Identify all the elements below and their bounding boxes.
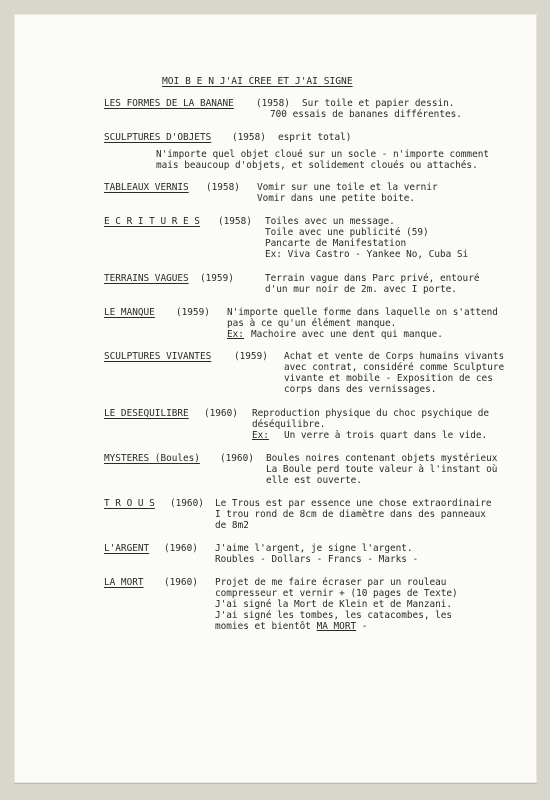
page-title: MOI B E N J'AI CREE ET J'AI SIGNE xyxy=(162,76,353,87)
entry-date: (1960) xyxy=(170,498,204,509)
entry-line-text: momies et bientôt xyxy=(215,621,311,632)
entry-line xyxy=(215,621,367,632)
entry-line: Un verre à trois quart dans le vide. xyxy=(284,430,488,441)
entry-heading: SCULPTURES VIVANTES xyxy=(104,351,212,362)
entry-line: Boules noires contenant objets mystérieux xyxy=(266,453,498,464)
entry-line: Ex: Viva Castro - Yankee No, Cuba Si xyxy=(265,249,469,260)
entry-heading: LA MORT xyxy=(104,577,144,588)
ma-mort-tail: - xyxy=(356,621,368,632)
entry-date: (1959) xyxy=(176,307,210,318)
entry-heading: MYSTERES (Boules) xyxy=(104,453,200,464)
entry-line: Reproduction physique du choc psychique de xyxy=(252,408,490,419)
entry-line: déséquilibre. xyxy=(252,419,326,430)
entry-line: I trou rond de 8cm de diamètre dans des panneaux xyxy=(215,509,486,520)
entry-date: (1960) xyxy=(204,408,238,419)
entry-line: J'aime l'argent, je signe l'argent. xyxy=(215,543,413,554)
entry-line: 700 essais de bananes différentes. xyxy=(270,109,462,120)
entry-line: vivante et mobile - Exposition de ces xyxy=(284,373,493,384)
document-sheet xyxy=(14,14,537,783)
entry-date: (1958) xyxy=(218,216,252,227)
entry-line: Sur toile et papier dessin. xyxy=(302,98,455,109)
entry-date: (1960) xyxy=(164,577,198,588)
entry-line: elle est ouverte. xyxy=(266,475,362,486)
entry-heading: LE MANQUE xyxy=(104,307,155,318)
entry-heading: TABLEAUX VERNIS xyxy=(104,182,189,193)
entry-heading: E C R I T U R E S xyxy=(104,216,200,227)
entry-line: J'ai signé la Mort de Klein et de Manzani. xyxy=(215,599,453,610)
entry-line: compresseur et vernir + (10 pages de Texte) xyxy=(215,588,458,599)
entry-line: Toiles avec un message. xyxy=(265,216,395,227)
entry-line: Vomir sur une toile et la vernir xyxy=(257,182,438,193)
entry-line: avec contrat, considéré comme Sculpture xyxy=(284,362,505,373)
entry-line: de 8m2 xyxy=(215,520,249,531)
sheet-bottom-edge xyxy=(14,783,537,784)
entry-line: La Boule perd toute valeur à l'instant où xyxy=(266,464,498,475)
entry-line: Pancarte de Manifestation xyxy=(265,238,407,249)
entry-date: (1959) xyxy=(200,273,234,284)
entry-line: Machoire avec une dent qui manque. xyxy=(251,329,443,340)
entry-heading: T R O U S xyxy=(104,498,155,509)
entry-line: corps dans des vernissages. xyxy=(284,384,437,395)
entry-line: N'importe quelle forme dans laquelle on s'attend xyxy=(227,307,498,318)
entry-date: (1960) xyxy=(164,543,198,554)
entry-ex-label: Ex: xyxy=(227,329,244,340)
entry-ex-label: Ex: xyxy=(252,430,269,441)
entry-line: pas à ce qu'un élément manque. xyxy=(227,318,397,329)
entry-date: (1958) xyxy=(256,98,290,109)
entry-line: mais beaucoup d'objets, et solidement cloués ou attachés. xyxy=(156,160,478,171)
entry-date: (1960) xyxy=(220,453,254,464)
entry-heading: LES FORMES DE LA BANANE xyxy=(104,98,234,109)
entry-line: Terrain vague dans Parc privé, entouré xyxy=(265,273,480,284)
entry-date: (1958) xyxy=(206,182,240,193)
entry-line: Toile avec une publicité (59) xyxy=(265,227,429,238)
entry-heading: L'ARGENT xyxy=(104,543,150,554)
entry-line: Projet de me faire écraser par un rouleau xyxy=(215,577,447,588)
entry-line: esprit total) xyxy=(278,132,352,143)
entry-heading: TERRAINS VAGUES xyxy=(104,273,189,284)
entry-line: Achat et vente de Corps humains vivants xyxy=(284,351,505,362)
ma-mort-text: MA MORT xyxy=(316,621,357,632)
entry-line: Le Trous est par essence une chose extraordinaire xyxy=(215,498,492,509)
entry-heading: SCULPTURES D'OBJETS xyxy=(104,132,212,143)
entry-line: N'importe quel objet cloué sur un socle - n'importe comment xyxy=(156,149,490,160)
entry-line: J'ai signé les tombes, les catacombes, les xyxy=(215,610,453,621)
entry-heading: LE DESEQUILIBRE xyxy=(104,408,189,419)
entry-date: (1958) xyxy=(232,132,266,143)
entry-line: Vomir dans une petite boite. xyxy=(257,193,416,204)
entry-line: Roubles - Dollars - Francs - Marks - xyxy=(215,554,419,565)
entry-line: d'un mur noir de 2m. avec I porte. xyxy=(265,284,457,295)
entry-date: (1959) xyxy=(234,351,268,362)
